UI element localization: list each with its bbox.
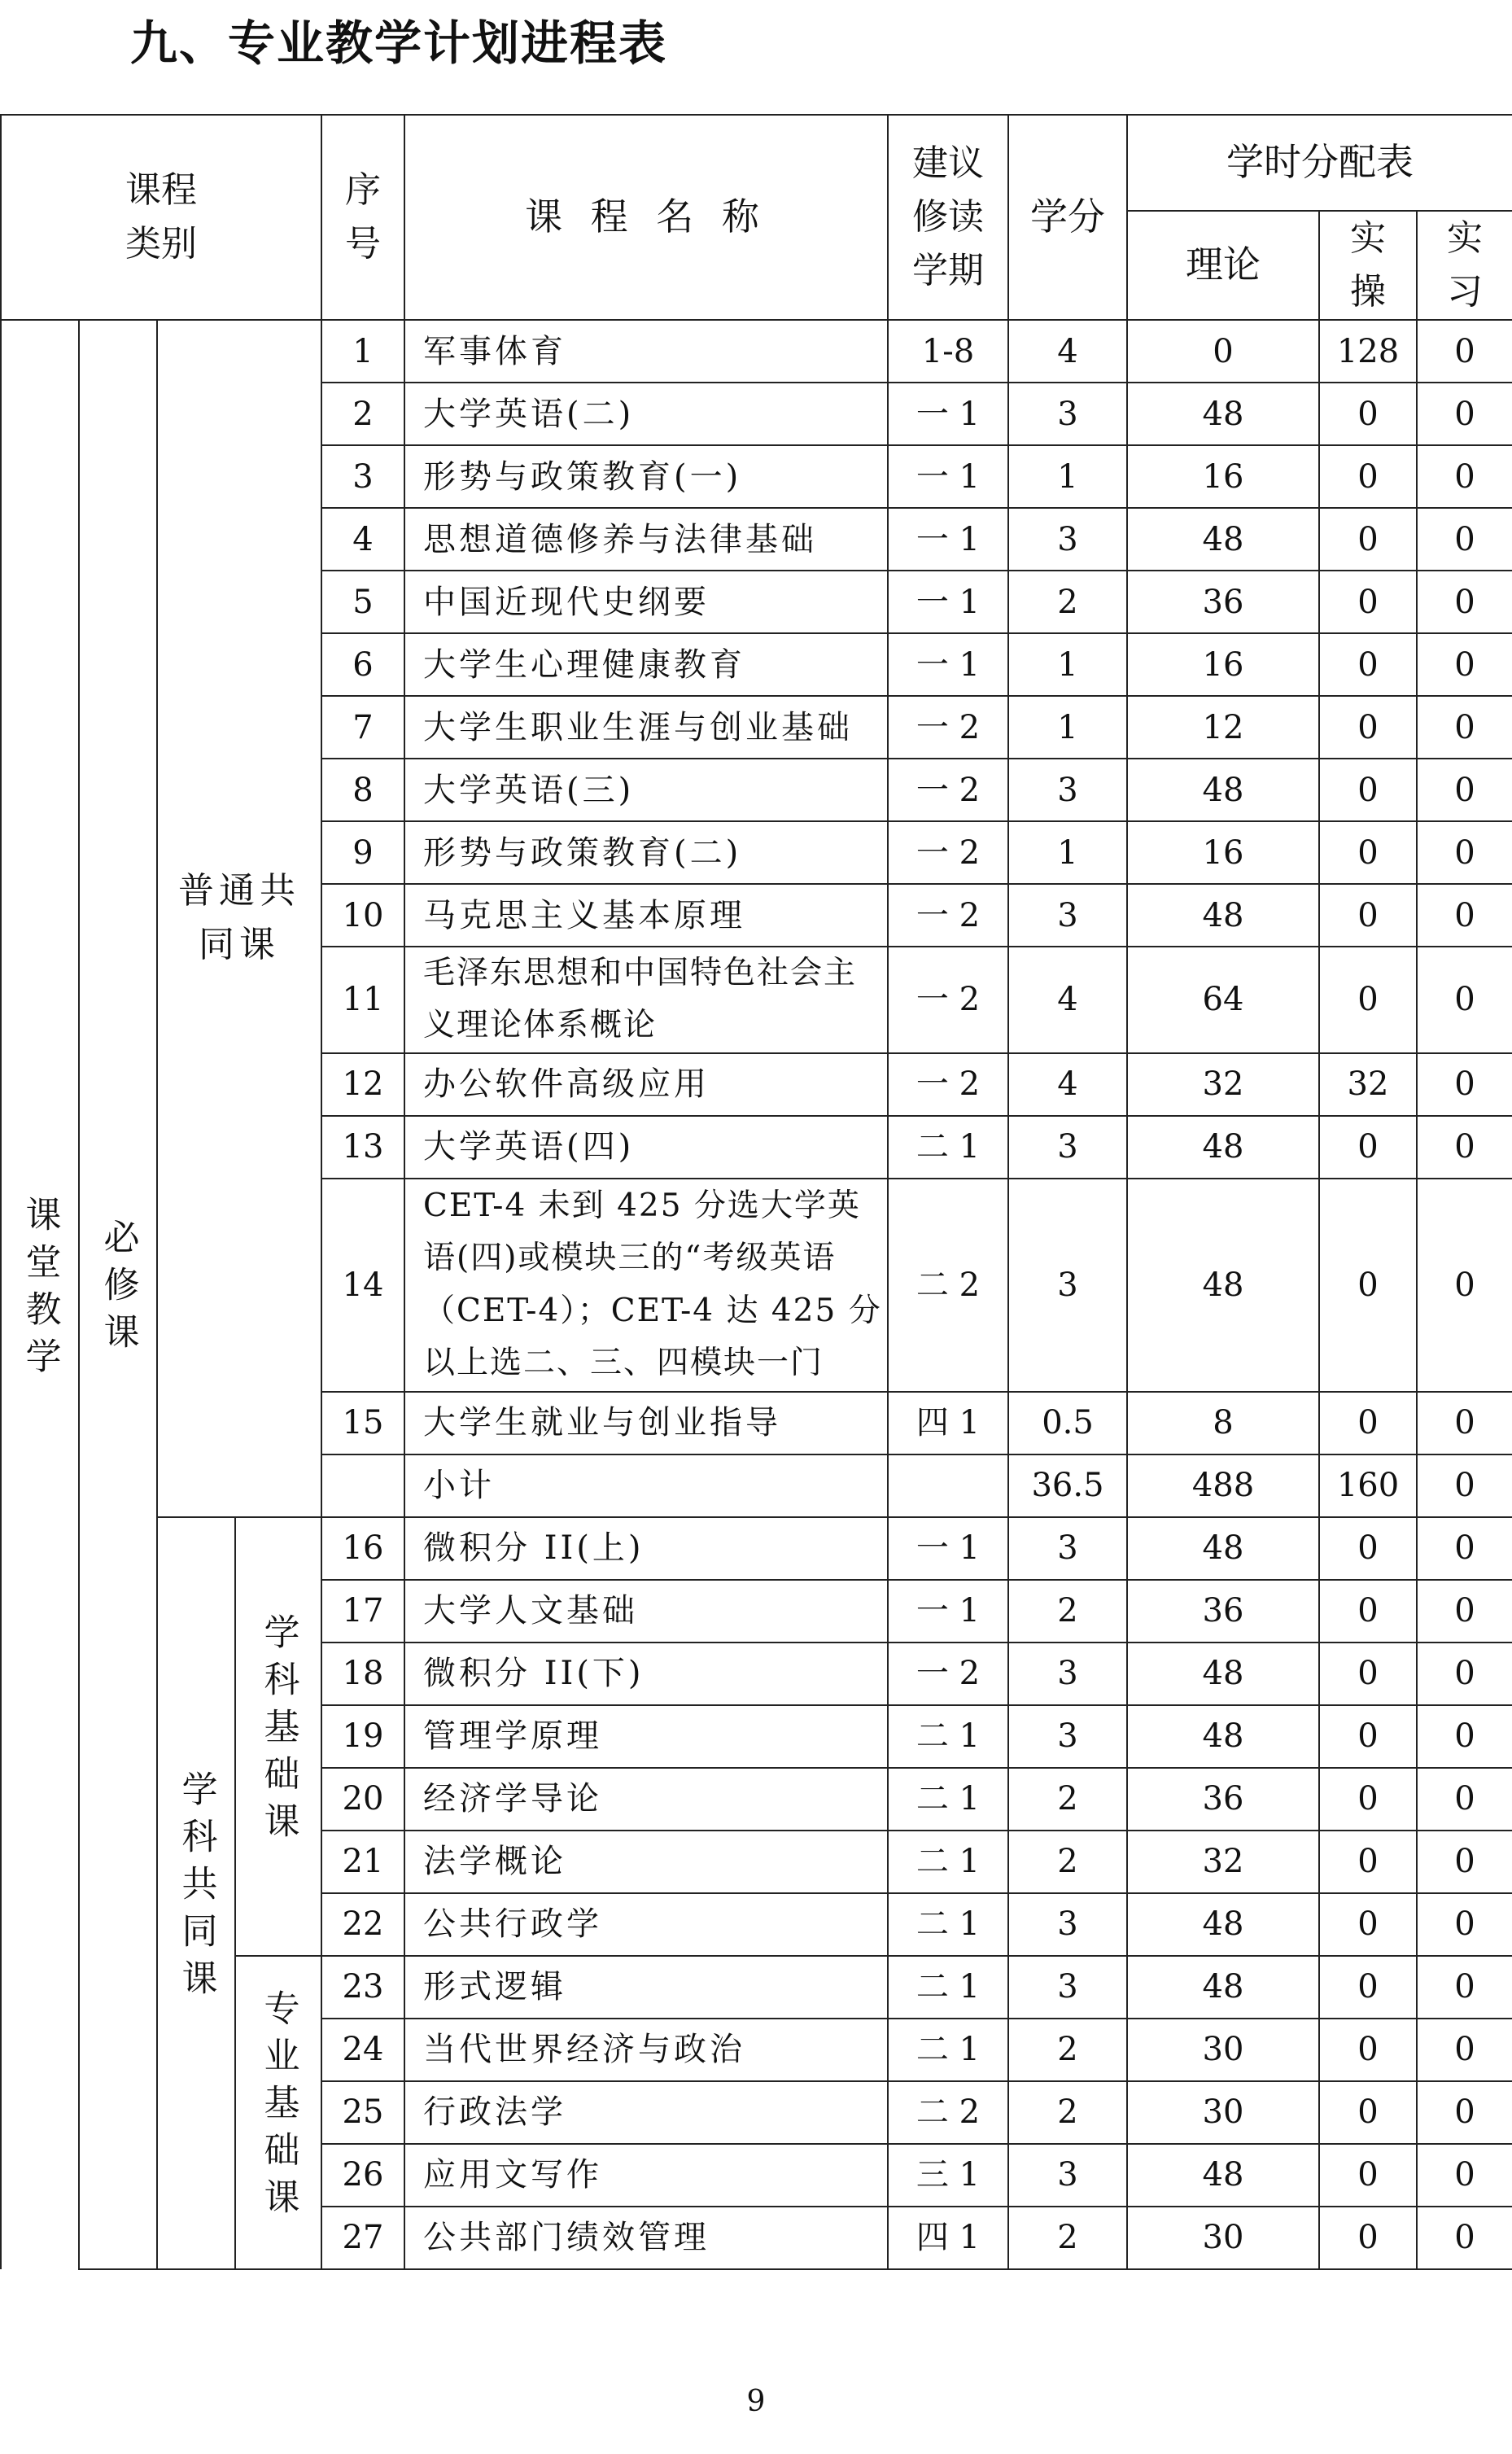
course-no: 21: [321, 1831, 404, 1893]
course-no: 22: [321, 1893, 404, 1956]
course-theory-hours: 48: [1127, 2144, 1319, 2207]
course-no: 11: [321, 947, 404, 1053]
course-no: 14: [321, 1179, 404, 1392]
course-semester: 一 1: [888, 1580, 1008, 1643]
course-no: 3: [321, 445, 404, 508]
course-practice-ops-hours: 0: [1319, 821, 1417, 884]
course-credit: 2: [1008, 571, 1127, 633]
subtotal-intern: 0: [1417, 1454, 1512, 1517]
course-name: 毛泽东思想和中国特色社会主义理论体系概论: [404, 947, 888, 1053]
header-semester: 建议 修读 学期: [888, 115, 1008, 320]
course-practice-ops-hours: 32: [1319, 1053, 1417, 1116]
course-no: 18: [321, 1643, 404, 1705]
course-name: 微积分 II(下): [404, 1643, 888, 1705]
subtotal-theory: 488: [1127, 1454, 1319, 1517]
header-index: 序 号: [321, 115, 404, 320]
subtotal-credit: 36.5: [1008, 1454, 1127, 1517]
course-no: 19: [321, 1705, 404, 1768]
course-practice-intern-hours: 0: [1417, 1643, 1512, 1705]
group-discipline-common: 学科共同课: [157, 1517, 235, 2269]
course-practice-ops-hours: 0: [1319, 2081, 1417, 2144]
course-credit: 3: [1008, 383, 1127, 445]
course-practice-intern-hours: 0: [1417, 1116, 1512, 1179]
course-theory-hours: 30: [1127, 2081, 1319, 2144]
course-credit: 1: [1008, 445, 1127, 508]
course-semester: 一 1: [888, 383, 1008, 445]
course-practice-intern-hours: 0: [1417, 1179, 1512, 1392]
course-name: 大学英语(四): [404, 1116, 888, 1179]
course-practice-ops-hours: 0: [1319, 1643, 1417, 1705]
course-semester: 二 1: [888, 1956, 1008, 2019]
group-classroom-teaching: 课堂教学: [1, 320, 79, 2269]
course-name: 大学生心理健康教育: [404, 633, 888, 696]
course-practice-ops-hours: 0: [1319, 696, 1417, 759]
course-no: 27: [321, 2207, 404, 2269]
course-no: 13: [321, 1116, 404, 1179]
course-name: 形式逻辑: [404, 1956, 888, 2019]
course-no: 24: [321, 2019, 404, 2081]
course-practice-intern-hours: 0: [1417, 571, 1512, 633]
course-practice-intern-hours: 0: [1417, 821, 1512, 884]
course-name: 大学生职业生涯与创业基础: [404, 696, 888, 759]
header-category: 课程 类别: [1, 115, 321, 320]
course-theory-hours: 64: [1127, 947, 1319, 1053]
course-credit: 3: [1008, 1179, 1127, 1392]
course-theory-hours: 48: [1127, 1705, 1319, 1768]
course-no: 2: [321, 383, 404, 445]
course-practice-intern-hours: 0: [1417, 1831, 1512, 1893]
course-no: 26: [321, 2144, 404, 2207]
course-semester: 一 1: [888, 571, 1008, 633]
header-practice-ops: 实 操: [1319, 211, 1417, 320]
course-practice-intern-hours: 0: [1417, 1705, 1512, 1768]
course-practice-ops-hours: 0: [1319, 1517, 1417, 1580]
course-credit: 2: [1008, 2207, 1127, 2269]
group-required: 必修课: [79, 320, 157, 2269]
course-practice-ops-hours: 0: [1319, 759, 1417, 821]
course-semester: 一 2: [888, 1053, 1008, 1116]
course-practice-ops-hours: 0: [1319, 571, 1417, 633]
course-theory-hours: 8: [1127, 1392, 1319, 1454]
course-name: 形势与政策教育(二): [404, 821, 888, 884]
course-credit: 2: [1008, 1768, 1127, 1831]
course-no: 15: [321, 1392, 404, 1454]
course-practice-ops-hours: 0: [1319, 1768, 1417, 1831]
course-theory-hours: 30: [1127, 2019, 1319, 2081]
course-semester: 一 2: [888, 696, 1008, 759]
teaching-plan-table: [0, 114, 1512, 2270]
course-theory-hours: 48: [1127, 1956, 1319, 2019]
course-practice-intern-hours: 0: [1417, 508, 1512, 571]
course-practice-intern-hours: 0: [1417, 633, 1512, 696]
course-practice-intern-hours: 0: [1417, 1956, 1512, 2019]
course-name: 公共部门绩效管理: [404, 2207, 888, 2269]
course-practice-intern-hours: 0: [1417, 2081, 1512, 2144]
course-credit: 2: [1008, 1831, 1127, 1893]
course-credit: 0.5: [1008, 1392, 1127, 1454]
course-credit: 3: [1008, 884, 1127, 947]
course-semester: 1-8: [888, 320, 1008, 383]
course-theory-hours: 16: [1127, 445, 1319, 508]
course-credit: 3: [1008, 2144, 1127, 2207]
course-practice-ops-hours: 0: [1319, 1831, 1417, 1893]
course-semester: 三 1: [888, 2144, 1008, 2207]
course-name: 大学生就业与创业指导: [404, 1392, 888, 1454]
course-practice-intern-hours: 0: [1417, 2019, 1512, 2081]
course-semester: 一 1: [888, 633, 1008, 696]
course-no: 7: [321, 696, 404, 759]
course-semester: 二 1: [888, 1893, 1008, 1956]
course-name: 公共行政学: [404, 1893, 888, 1956]
course-practice-intern-hours: 0: [1417, 320, 1512, 383]
course-no: 10: [321, 884, 404, 947]
course-practice-intern-hours: 0: [1417, 1517, 1512, 1580]
course-semester: 二 1: [888, 1768, 1008, 1831]
course-theory-hours: 48: [1127, 884, 1319, 947]
course-practice-intern-hours: 0: [1417, 1580, 1512, 1643]
course-semester: 一 2: [888, 947, 1008, 1053]
course-no: 1: [321, 320, 404, 383]
course-semester: 二 1: [888, 2019, 1008, 2081]
course-practice-ops-hours: 0: [1319, 383, 1417, 445]
course-theory-hours: 32: [1127, 1053, 1319, 1116]
group-discipline-basic: 学科基础课: [235, 1517, 321, 1956]
course-practice-ops-hours: 128: [1319, 320, 1417, 383]
course-theory-hours: 36: [1127, 1768, 1319, 1831]
course-semester: 二 1: [888, 1831, 1008, 1893]
course-theory-hours: 48: [1127, 383, 1319, 445]
course-name: 法学概论: [404, 1831, 888, 1893]
course-credit: 2: [1008, 2019, 1127, 2081]
course-theory-hours: 12: [1127, 696, 1319, 759]
course-name: 大学英语(三): [404, 759, 888, 821]
course-practice-ops-hours: 0: [1319, 1705, 1417, 1768]
course-name: 管理学原理: [404, 1705, 888, 1768]
course-practice-ops-hours: 0: [1319, 1893, 1417, 1956]
course-semester: 二 1: [888, 1705, 1008, 1768]
course-theory-hours: 48: [1127, 1179, 1319, 1392]
course-practice-ops-hours: 0: [1319, 2207, 1417, 2269]
course-no: 8: [321, 759, 404, 821]
subtotal-no: [321, 1454, 404, 1517]
course-theory-hours: 48: [1127, 759, 1319, 821]
course-semester: 四 1: [888, 1392, 1008, 1454]
subtotal-semester: [888, 1454, 1008, 1517]
course-credit: 1: [1008, 633, 1127, 696]
course-semester: 一 2: [888, 1643, 1008, 1705]
course-credit: 2: [1008, 1580, 1127, 1643]
course-semester: 四 1: [888, 2207, 1008, 2269]
course-semester: 二 2: [888, 2081, 1008, 2144]
course-theory-hours: 16: [1127, 821, 1319, 884]
course-theory-hours: 48: [1127, 1643, 1319, 1705]
course-credit: 4: [1008, 320, 1127, 383]
course-semester: 一 1: [888, 1517, 1008, 1580]
course-name: 中国近现代史纲要: [404, 571, 888, 633]
course-theory-hours: 48: [1127, 1893, 1319, 1956]
header-theory: 理论: [1127, 211, 1319, 320]
course-practice-ops-hours: 0: [1319, 947, 1417, 1053]
course-credit: 4: [1008, 947, 1127, 1053]
course-practice-intern-hours: 0: [1417, 759, 1512, 821]
course-credit: 1: [1008, 696, 1127, 759]
course-name: 行政法学: [404, 2081, 888, 2144]
course-name: 办公软件高级应用: [404, 1053, 888, 1116]
course-credit: 3: [1008, 508, 1127, 571]
page-title: 九、专业教学计划进程表: [130, 15, 668, 71]
course-practice-ops-hours: 0: [1319, 1956, 1417, 2019]
course-practice-intern-hours: 0: [1417, 1392, 1512, 1454]
course-practice-ops-hours: 0: [1319, 2019, 1417, 2081]
course-semester: 一 2: [888, 759, 1008, 821]
course-semester: 二 1: [888, 1116, 1008, 1179]
course-no: 5: [321, 571, 404, 633]
course-theory-hours: 30: [1127, 2207, 1319, 2269]
course-credit: 3: [1008, 759, 1127, 821]
course-practice-intern-hours: 0: [1417, 2207, 1512, 2269]
course-theory-hours: 16: [1127, 633, 1319, 696]
course-credit: 3: [1008, 1893, 1127, 1956]
course-credit: 3: [1008, 1116, 1127, 1179]
course-theory-hours: 48: [1127, 1116, 1319, 1179]
course-practice-intern-hours: 0: [1417, 1768, 1512, 1831]
subtotal-ops: 160: [1319, 1454, 1417, 1517]
table-row: [1, 1517, 1512, 1580]
course-name: CET-4 未到 425 分选大学英语(四)或模块三的“考级英语（CET-4）；CET-4 达 425 分以上选二、三、四模块一门: [404, 1179, 888, 1392]
course-practice-intern-hours: 0: [1417, 1893, 1512, 1956]
course-semester: 二 2: [888, 1179, 1008, 1392]
course-theory-hours: 36: [1127, 571, 1319, 633]
course-credit: 2: [1008, 2081, 1127, 2144]
course-semester: 一 2: [888, 821, 1008, 884]
header-practice-intern: 实 习: [1417, 211, 1512, 320]
course-no: 17: [321, 1580, 404, 1643]
course-practice-ops-hours: 0: [1319, 633, 1417, 696]
course-practice-ops-hours: 0: [1319, 1392, 1417, 1454]
course-credit: 4: [1008, 1053, 1127, 1116]
course-name: 马克思主义基本原理: [404, 884, 888, 947]
course-semester: 一 2: [888, 884, 1008, 947]
course-credit: 3: [1008, 1705, 1127, 1768]
course-name: 微积分 II(上): [404, 1517, 888, 1580]
course-no: 6: [321, 633, 404, 696]
course-no: 12: [321, 1053, 404, 1116]
course-practice-ops-hours: 0: [1319, 508, 1417, 571]
group-major-basic: 专业基础课: [235, 1956, 321, 2269]
course-no: 4: [321, 508, 404, 571]
course-practice-ops-hours: 0: [1319, 445, 1417, 508]
course-theory-hours: 0: [1127, 320, 1319, 383]
course-name: 经济学导论: [404, 1768, 888, 1831]
course-theory-hours: 48: [1127, 1517, 1319, 1580]
table-row: [1, 320, 1512, 383]
header-credit: 学分: [1008, 115, 1127, 320]
course-no: 25: [321, 2081, 404, 2144]
course-name: 当代世界经济与政治: [404, 2019, 888, 2081]
course-practice-intern-hours: 0: [1417, 383, 1512, 445]
course-theory-hours: 36: [1127, 1580, 1319, 1643]
course-practice-ops-hours: 0: [1319, 884, 1417, 947]
course-practice-intern-hours: 0: [1417, 696, 1512, 759]
course-practice-ops-hours: 0: [1319, 2144, 1417, 2207]
course-theory-hours: 32: [1127, 1831, 1319, 1893]
course-practice-ops-hours: 0: [1319, 1116, 1417, 1179]
course-credit: 1: [1008, 821, 1127, 884]
course-no: 16: [321, 1517, 404, 1580]
course-practice-intern-hours: 0: [1417, 884, 1512, 947]
course-name: 大学英语(二): [404, 383, 888, 445]
course-no: 9: [321, 821, 404, 884]
course-no: 23: [321, 1956, 404, 2019]
course-credit: 3: [1008, 1643, 1127, 1705]
course-practice-ops-hours: 0: [1319, 1179, 1417, 1392]
course-practice-intern-hours: 0: [1417, 947, 1512, 1053]
course-theory-hours: 48: [1127, 508, 1319, 571]
course-name: 形势与政策教育(一): [404, 445, 888, 508]
course-semester: 一 1: [888, 508, 1008, 571]
header-hours: 学时分配表: [1127, 115, 1512, 211]
course-no: 20: [321, 1768, 404, 1831]
course-name: 应用文写作: [404, 2144, 888, 2207]
course-name: 军事体育: [404, 320, 888, 383]
course-practice-ops-hours: 0: [1319, 1580, 1417, 1643]
header-course-name: 课 程 名 称: [404, 115, 888, 320]
page-number: 9: [746, 2385, 766, 2418]
group-general-common: 普通共同课: [157, 320, 321, 1517]
subtotal-label: 小计: [404, 1454, 888, 1517]
course-name: 思想道德修养与法律基础: [404, 508, 888, 571]
course-semester: 一 1: [888, 445, 1008, 508]
course-credit: 3: [1008, 1517, 1127, 1580]
course-practice-intern-hours: 0: [1417, 445, 1512, 508]
course-credit: 3: [1008, 1956, 1127, 2019]
course-name: 大学人文基础: [404, 1580, 888, 1643]
course-practice-intern-hours: 0: [1417, 1053, 1512, 1116]
course-practice-intern-hours: 0: [1417, 2144, 1512, 2207]
